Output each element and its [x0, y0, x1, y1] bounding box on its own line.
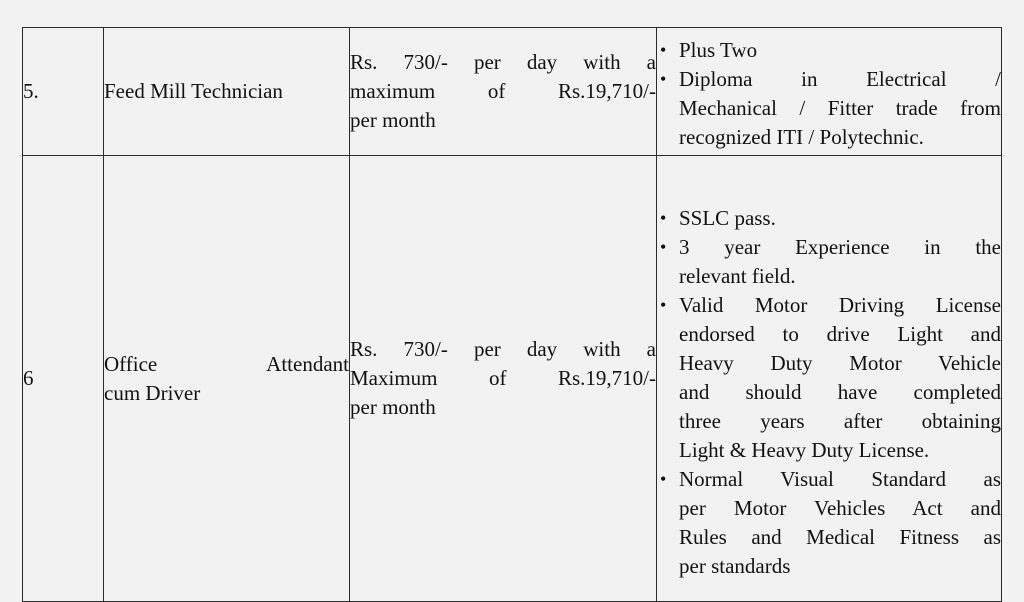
qualification-line: recognized ITI / Polytechnic.: [679, 125, 924, 149]
pay-cell: [350, 28, 657, 156]
qualification-item: [657, 36, 1001, 65]
post-name-cell: [104, 156, 350, 602]
qualification-line: Plus Two: [679, 38, 758, 62]
bullet-icon: •: [660, 69, 667, 89]
qualification-list: [657, 204, 1001, 581]
qualification-cell: [657, 156, 1002, 602]
pay-line: Rs. 730/- per day with a: [350, 50, 656, 74]
qualification-line: relevant field.: [679, 263, 796, 288]
bullet-icon: •: [660, 294, 667, 315]
qualification-line: and should have completed: [679, 379, 1001, 404]
serial-number-cell: 5.: [23, 28, 104, 156]
table-row-6: [23, 156, 1002, 602]
qualification-line: Diploma in Electrical /: [679, 67, 1001, 91]
qualification-line: 3 year Experience in the: [679, 234, 1001, 259]
pay-line: Rs. 730/- per day with a: [350, 337, 656, 361]
qualification-line: per Motor Vehicles Act and: [679, 495, 1001, 520]
qualification-item: [657, 204, 1001, 233]
qualification-list: [657, 36, 1001, 152]
pay-line: Maximum of Rs.19,710/-: [350, 366, 656, 390]
pay-line: maximum of Rs.19,710/-: [350, 79, 656, 103]
pay-line: per month: [350, 108, 436, 132]
qualification-line: per standards: [679, 553, 791, 578]
post-name-line: Office Attendant: [104, 351, 349, 376]
qualification-line: three years after obtaining: [679, 408, 1001, 433]
qualification-cell: [657, 28, 1002, 156]
qualification-item: [657, 233, 1001, 291]
qualification-line: Mechanical / Fitter trade from: [679, 96, 1001, 120]
bullet-icon: •: [660, 207, 667, 228]
qualification-item: [657, 465, 1001, 581]
qualification-line: Normal Visual Standard as: [679, 466, 1001, 491]
qualification-line: Light & Heavy Duty License.: [679, 437, 930, 462]
qualification-line: Valid Motor Driving License: [679, 292, 1001, 317]
post-name-cell: Feed Mill Technician: [104, 28, 350, 156]
qualification-line: endorsed to drive Light and: [679, 321, 1001, 346]
serial-number-cell: 6: [23, 156, 104, 602]
post-name-line: cum Driver: [104, 380, 201, 405]
bullet-icon: •: [660, 468, 667, 489]
bullet-icon: •: [660, 40, 667, 60]
table-row-5: [23, 28, 1002, 156]
qualification-item: [657, 65, 1001, 152]
bullet-icon: •: [660, 236, 667, 257]
pay-cell: [350, 156, 657, 602]
qualification-line: Heavy Duty Motor Vehicle: [679, 350, 1001, 375]
qualification-item: [657, 291, 1001, 465]
recruitment-table: [22, 27, 1002, 602]
qualification-line: Rules and Medical Fitness as: [679, 524, 1001, 549]
qualification-line: SSLC pass.: [679, 205, 776, 230]
pay-line: per month: [350, 395, 436, 419]
